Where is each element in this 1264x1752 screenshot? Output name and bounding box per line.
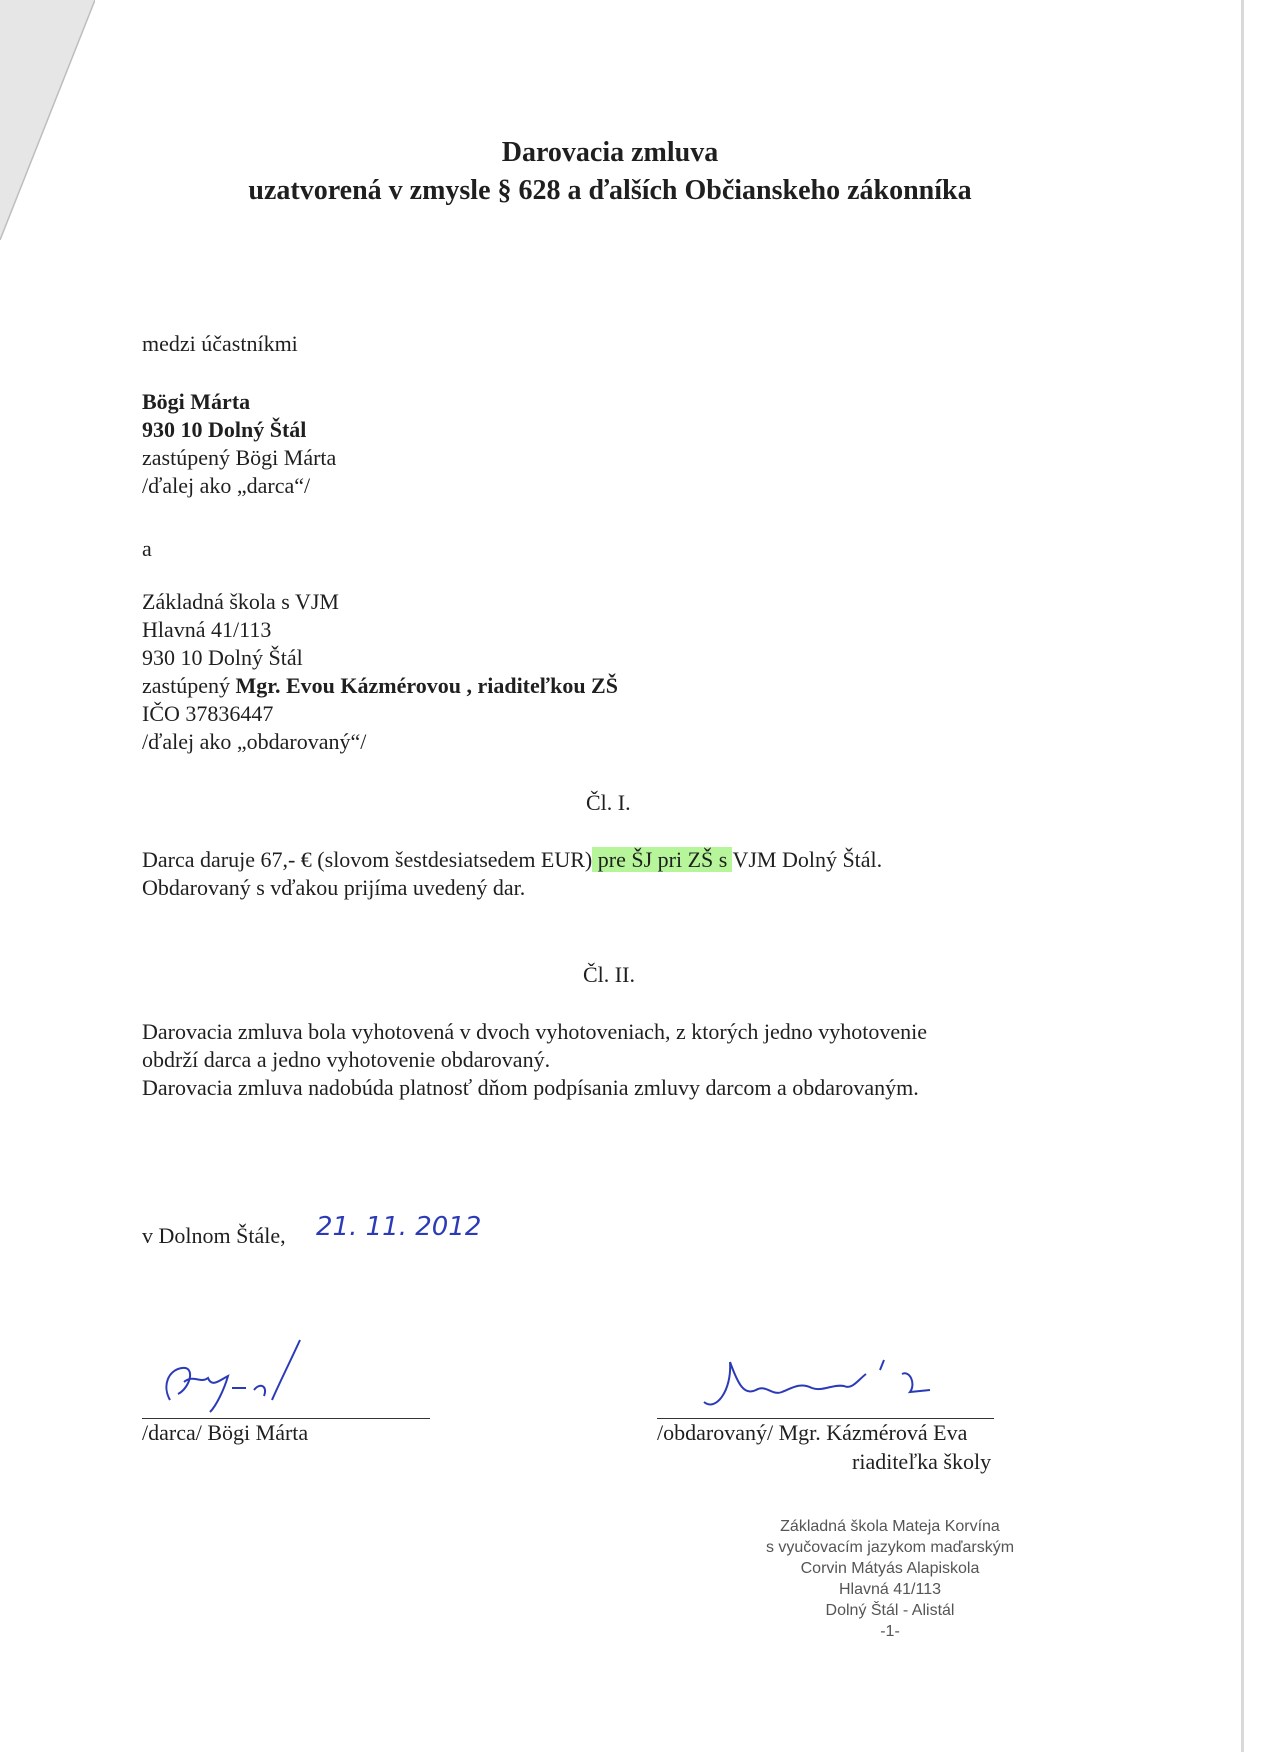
recipient-signature: [696, 1340, 936, 1420]
recipient-alias: /ďalej ako „obdarovaný“/: [142, 729, 367, 754]
article1-line2: Obdarovaný s vďakou prijíma uvedený dar.: [142, 875, 526, 900]
represented-prefix: zastúpený: [142, 673, 236, 698]
article2-line3: Darovacia zmluva nadobúda platnosť dňom podpísania zmluvy darcom a obdarovaným.: [142, 1075, 919, 1100]
donor-address: 930 10 Dolný Štál: [142, 417, 307, 442]
article1-line1-a: Darca daruje 67,- € (slovom šestdesiatsedem EUR): [142, 847, 593, 872]
article1-line1-b: VJM Dolný Štál.: [732, 847, 883, 872]
document-subtitle: uzatvorená v zmysle § 628 a ďalších Občianskeho zákonníka: [248, 175, 972, 206]
school-stamp: [730, 1516, 1050, 1642]
article1-heading: Čl. I.: [586, 790, 631, 815]
recipient-signature-title: riaditeľka školy: [852, 1449, 992, 1474]
stamp-line5: Dolný Štál - Alistál: [825, 1602, 955, 1619]
represented-name: Mgr. Evou Kázmérovou , riaditeľkou ZŠ: [235, 673, 618, 698]
recipient-name: Základná škola s VJM: [142, 589, 339, 614]
recipient-represented: [142, 672, 618, 700]
article2-line1: Darovacia zmluva bola vyhotovená v dvoch vyhotoveniach, z ktorých jedno vyhotovenie: [142, 1019, 928, 1044]
donor-signature: [150, 1338, 330, 1418]
donor-represented: zastúpený Bögi Márta: [142, 445, 337, 470]
document-title: Darovacia zmluva: [501, 137, 719, 168]
stamp-line3: Corvin Mátyás Alapiskola: [800, 1560, 980, 1577]
article2-line2: obdrží darca a jedno vyhotovenie obdarovaný.: [142, 1047, 551, 1072]
donor-alias: /ďalej ako „darca“/: [142, 473, 311, 498]
stamp-line1: Základná škola Mateja Korvína: [780, 1518, 1000, 1535]
page-number: -1-: [880, 1623, 900, 1640]
scan-edge-right: [1241, 0, 1244, 1752]
recipient-signature-label: /obdarovaný/ Mgr. Kázmérová Eva: [657, 1420, 968, 1445]
connector-text: a: [142, 536, 152, 561]
donor-name: Bögi Márta: [142, 389, 251, 414]
intro-text: medzi účastníkmi: [142, 331, 298, 356]
stamp-line2: s vyučovacím jazykom maďarským: [765, 1539, 1015, 1556]
recipient-city: 930 10 Dolný Štál: [142, 645, 303, 670]
article2-heading: Čl. II.: [583, 962, 635, 987]
article1-line1: [142, 846, 882, 874]
recipient-ico: IČO 37836447: [142, 701, 274, 726]
place-date-prefix: v Dolnom Štále,: [142, 1223, 286, 1248]
stamp-line4: Hlavná 41/113: [839, 1581, 941, 1598]
recipient-street: Hlavná 41/113: [142, 617, 272, 642]
article1-highlight: pre ŠJ pri ZŠ s: [592, 847, 733, 872]
donor-signature-label: /darca/ Bögi Márta: [142, 1420, 309, 1445]
handwritten-date: 21. 11. 2012: [316, 1212, 482, 1242]
